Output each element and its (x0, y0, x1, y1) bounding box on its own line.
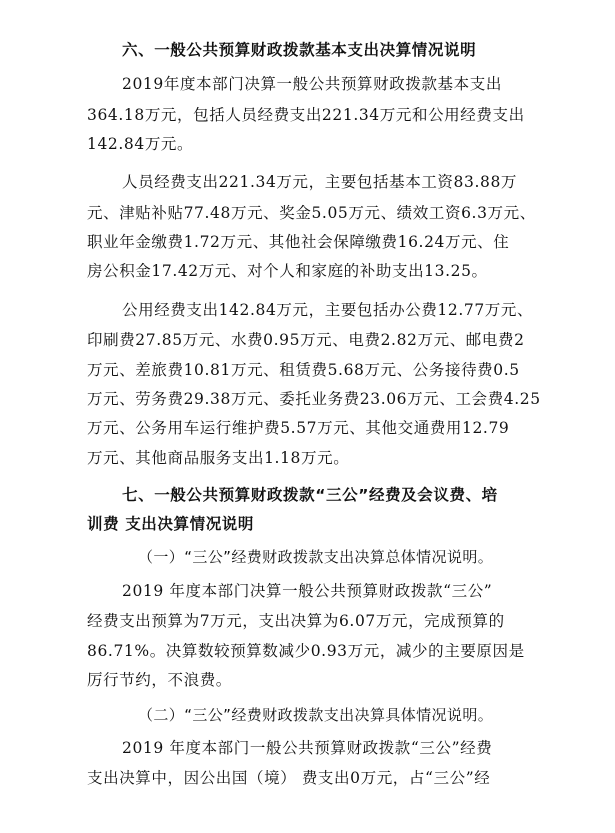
section7-title-line2: 训费 支出决算情况说明 (87, 515, 254, 533)
section7-title-line1: 七、一般公共预算财政拨款“三公”经费及会议费、培 (122, 486, 498, 504)
section7-sub1-line1: 2019 年度本部门决算一般公共预算财政拨款“三公” (122, 582, 493, 600)
section6-para2-line2: 元、津贴补贴77.48万元、奖金5.05万元、绩效工资6.3万元、 (87, 204, 536, 222)
section6-para1-line3: 142.84万元。 (87, 135, 194, 153)
section6-para3-line6: 万元、其他商品服务支出1.18万元。 (87, 449, 350, 467)
section6-para3-line5: 万元、公务用车运行维护费5.57万元、其他交通费用12.79 (87, 419, 510, 437)
section7-sub1-line2: 经费支出预算为7万元，支出决算为6.07万元，完成预算的 (87, 612, 505, 630)
section6-para3-line4: 万元、劳务费29.38万元、委托业务费23.06万元、工会费4.25 (87, 390, 541, 408)
section6-para1-line1: 2019年度本部门决算一般公共预算财政拨款基本支出 (122, 75, 502, 93)
section6-para3-line1: 公用经费支出142.84万元，主要包括办公费12.77万元、 (122, 301, 534, 319)
section7-sub1-line3: 86.71%。决算数较预算数减少0.93万元，减少的主要原因是 (87, 642, 525, 660)
section6-para2-line4: 房公积金17.42万元、对个人和家庭的补助支出13.25。 (87, 262, 488, 280)
section6-para3-line2: 印刷费27.85万元、水费0.95万元、电费2.82万元、邮电费2 (87, 331, 525, 349)
section7-sub2-title: （二）“三公”经费财政拨款支出决算具体情况说明。 (138, 706, 494, 724)
section7-sub2-line1: 2019 年度本部门一般公共预算财政拨款“三公”经费 (122, 739, 493, 757)
section6-para3-line3: 万元、差旅费10.81万元、租赁费5.68万元、公务接待费0.5 (87, 361, 520, 379)
section7-sub1-title: （一）“三公”经费财政拨款支出决算总体情况说明。 (138, 548, 494, 566)
section7-sub1-line4: 厉行节约，不浪费。 (87, 671, 232, 689)
section6-title: 六、一般公共预算财政拨款基本支出决算情况说明 (122, 41, 477, 59)
section7-sub2-line2: 支出决算中，因公出国（境） 费支出0万元，占“三公”经 (87, 769, 491, 787)
section6-para2-line1: 人员经费支出221.34万元，主要包括基本工资83.88万 (122, 173, 518, 191)
section6-para2-line3: 职业年金缴费1.72万元、其他社会保障缴费16.24万元、住 (87, 233, 510, 251)
section6-para1-line2: 364.18万元，包括人员经费支出221.34万元和公用经费支出 (87, 106, 525, 124)
